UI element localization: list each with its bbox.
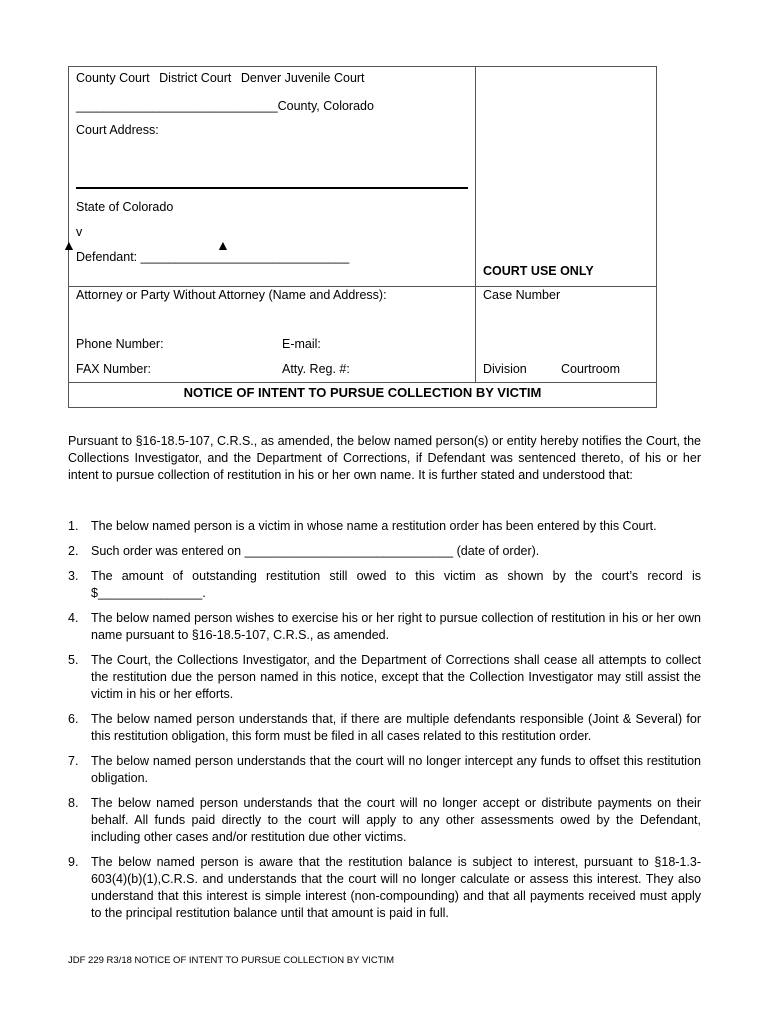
list-item <box>68 711 701 745</box>
denver-juvenile-court-label: Denver Juvenile Court <box>240 71 365 85</box>
item-number: 2. <box>68 544 79 558</box>
list-item <box>68 543 701 560</box>
item-text: Such order was entered on ______________________________ (date of order). <box>91 544 540 558</box>
list-item <box>68 518 701 535</box>
item-number: 9. <box>68 855 79 869</box>
intro-paragraph: Pursuant to §16-18.5-107, C.R.S., as amended, the below named person(s) or entity hereby notifies the Court, the Collections Investigator, and the Department of Corrections, if Defendant was sentenced thereto, of his or her intent to pursue collection of restitution in his or her own name. It is further stated and understood that: <box>68 434 701 482</box>
court-options <box>76 71 365 85</box>
list-item <box>68 854 701 922</box>
email-label: E-mail: <box>282 337 321 351</box>
case-number-label: Case Number <box>483 288 561 302</box>
list-item <box>68 610 701 644</box>
attorney-label: Attorney or Party Without Attorney (Name and Address): <box>76 288 387 302</box>
phone-label: Phone Number: <box>76 337 164 351</box>
list-item <box>68 568 701 602</box>
terms-list <box>68 518 701 930</box>
item-text: The below named person wishes to exercise his or her right to pursue collection of restitution in his or her own name pursuant to §16-18.5-107, C.R.S., as amended. <box>91 611 701 642</box>
form-title: NOTICE OF INTENT TO PURSUE COLLECTION BY VICTIM <box>183 385 542 400</box>
fax-label: FAX Number: <box>76 362 152 376</box>
item-text: The below named person understands that the court will no longer intercept any funds to offset this restitution obligation. <box>91 754 701 785</box>
caption-box <box>68 66 657 408</box>
item-number: 4. <box>68 611 79 625</box>
item-number: 6. <box>68 712 79 726</box>
triangle-marker-left-icon: ▲ <box>62 237 76 253</box>
caption-rule-title <box>68 382 657 383</box>
item-text: The Court, the Collections Investigator, and the Department of Corrections shall cease all attempts to collect the restitution due the person named in this notice, except that the Collection Investigator may still assist the victim in his or her efforts. <box>91 653 701 701</box>
list-item <box>68 652 701 703</box>
item-number: 5. <box>68 653 79 667</box>
list-item <box>68 795 701 846</box>
court-use-only-label: COURT USE ONLY <box>483 264 594 278</box>
state-label: State of Colorado <box>76 200 174 214</box>
item-number: 7. <box>68 754 79 768</box>
item-number: 3. <box>68 569 79 583</box>
list-item <box>68 753 701 787</box>
division-label: Division <box>483 362 527 376</box>
defendant-field[interactable]: Defendant: ______________________________ <box>76 250 350 264</box>
versus-label: v <box>76 225 83 239</box>
county-field[interactable]: _____________________________County, Colorado <box>76 99 374 113</box>
court-address-rule <box>76 187 468 189</box>
district-court-label: District Court <box>159 71 232 85</box>
court-address-label: Court Address: <box>76 123 159 137</box>
county-court-label: County Court <box>76 71 150 85</box>
item-number: 1. <box>68 519 79 533</box>
item-text: The below named person understands that the court will no longer accept or distribute payments on their behalf. All funds paid directly to the court will apply to any other assessments owed by the Defendant, including other cases and/or restitution due other victims. <box>91 796 701 844</box>
item-number: 8. <box>68 796 79 810</box>
courtroom-label: Courtroom <box>561 362 621 376</box>
triangle-marker-right-icon: ▲ <box>216 237 230 253</box>
caption-divider <box>475 66 476 383</box>
item-text: The below named person understands that, if there are multiple defendants responsible (Joint & Several) for this restitution obligation, this form must be filed in all cases related to this restitution order. <box>91 712 701 743</box>
item-text: The amount of outstanding restitution still owed to this victim as shown by the court’s record is $_______________. <box>91 569 701 600</box>
item-text: The below named person is aware that the restitution balance is subject to interest, pursuant to §18-1.3-603(4)(b)(1),C.R.S. and understands that the court will no longer calculate or assess this interest. They also understand that this interest is simple interest (non-compounding) and that all payments received must apply to the principal restitution balance until that amount is paid in full. <box>91 855 701 920</box>
item-text: The below named person is a victim in whose name a restitution order has been entered by this Court. <box>91 519 657 533</box>
caption-rule-middle <box>68 286 657 287</box>
form-footer: JDF 229 R3/18 NOTICE OF INTENT TO PURSUE COLLECTION BY VICTIM <box>68 955 395 966</box>
atty-reg-label: Atty. Reg. #: <box>282 362 350 376</box>
